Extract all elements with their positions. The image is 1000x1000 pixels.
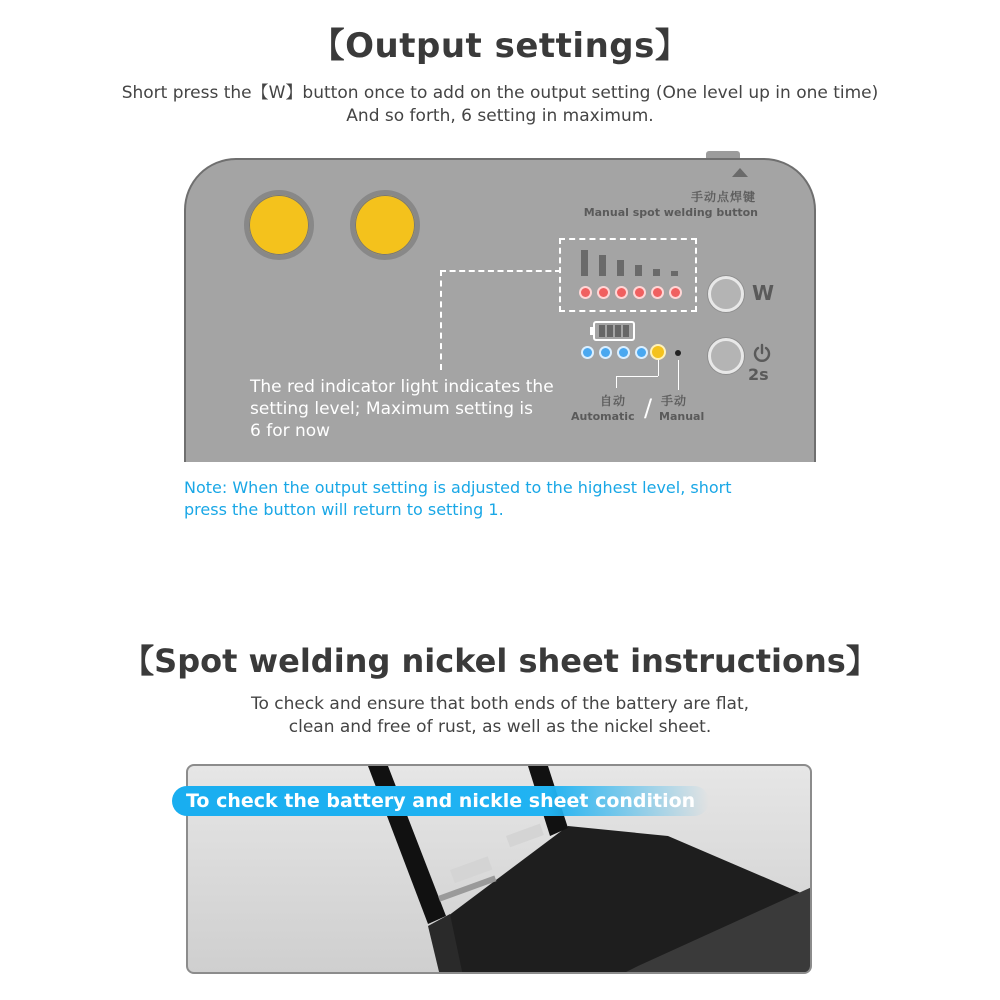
level-led-4 bbox=[635, 288, 644, 297]
left-terminal-knob bbox=[244, 190, 314, 260]
level-bar bbox=[635, 265, 642, 276]
power-hold-label: 2s bbox=[748, 365, 769, 384]
indicator-caption-line-3: 6 for now bbox=[250, 421, 331, 441]
level-led-5 bbox=[653, 288, 662, 297]
battery-led-2 bbox=[601, 348, 610, 357]
level-led-1 bbox=[581, 288, 590, 297]
battery-icon bbox=[590, 320, 638, 346]
mode-connector bbox=[658, 360, 659, 376]
indicator-caption-line-1: The red indicator light indicates the bbox=[250, 377, 554, 397]
manual-mode-cn-label: 手动 bbox=[661, 394, 688, 408]
nickel-sheet-instructions-title: 【Spot welding nickel sheet instructions】 bbox=[122, 642, 878, 680]
battery-led-1 bbox=[583, 348, 592, 357]
level-indicator-box bbox=[559, 238, 697, 312]
w-button[interactable] bbox=[708, 276, 744, 312]
power-button[interactable] bbox=[708, 338, 744, 374]
description-line-1: Short press the【W】button once to add on the output setting (One level up in one time) bbox=[121, 83, 879, 103]
mode-connector bbox=[616, 376, 617, 388]
description-line-2: clean and free of rust, as well as the nickel sheet. bbox=[288, 717, 712, 737]
level-bar bbox=[617, 260, 624, 276]
manual-mode-en-label: Manual bbox=[659, 410, 705, 423]
indicator-caption bbox=[250, 376, 560, 442]
output-settings-description bbox=[0, 82, 1000, 128]
level-bar bbox=[599, 255, 606, 276]
level-bar bbox=[671, 271, 678, 276]
auto-mode-cn-label: 自动 bbox=[600, 394, 627, 408]
right-terminal-knob bbox=[350, 190, 420, 260]
note-line-2: press the button will return to setting 1. bbox=[184, 500, 504, 519]
level-led-2 bbox=[599, 288, 608, 297]
auto-mode-en-label: Automatic bbox=[571, 410, 635, 423]
battery-led-4 bbox=[637, 348, 646, 357]
leader-line-vertical bbox=[440, 270, 442, 370]
battery-check-label: To check the battery and nickle sheet condition bbox=[172, 786, 709, 816]
device-panel bbox=[184, 158, 816, 462]
level-led-3 bbox=[617, 288, 626, 297]
note-text bbox=[184, 477, 804, 521]
indicator-caption-line-2: setting level; Maximum setting is bbox=[250, 399, 533, 419]
mode-connector bbox=[616, 376, 658, 377]
description-line-1: To check and ensure that both ends of the battery are flat, bbox=[250, 694, 750, 714]
level-bar bbox=[581, 250, 588, 276]
level-led-6 bbox=[671, 288, 680, 297]
leader-line-horizontal bbox=[440, 270, 561, 272]
manual-button-cn-label: 手动点焊键 bbox=[690, 190, 756, 204]
w-button-label: W bbox=[752, 281, 775, 305]
nickel-sheet-description bbox=[0, 693, 1000, 739]
auto-mode-led bbox=[652, 346, 664, 358]
manual-mode-led bbox=[675, 350, 681, 356]
battery-led-3 bbox=[619, 348, 628, 357]
note-line-1: Note: When the output setting is adjusted to the highest level, short bbox=[184, 478, 732, 497]
mode-connector bbox=[678, 360, 679, 390]
level-bar bbox=[653, 269, 660, 276]
output-settings-title: 【Output settings】 bbox=[310, 26, 690, 66]
power-icon bbox=[752, 343, 772, 367]
manual-button-en-label: Manual spot welding button bbox=[583, 206, 758, 219]
description-line-2: And so forth, 6 setting in maximum. bbox=[346, 106, 654, 126]
mode-separator: / bbox=[644, 394, 653, 422]
